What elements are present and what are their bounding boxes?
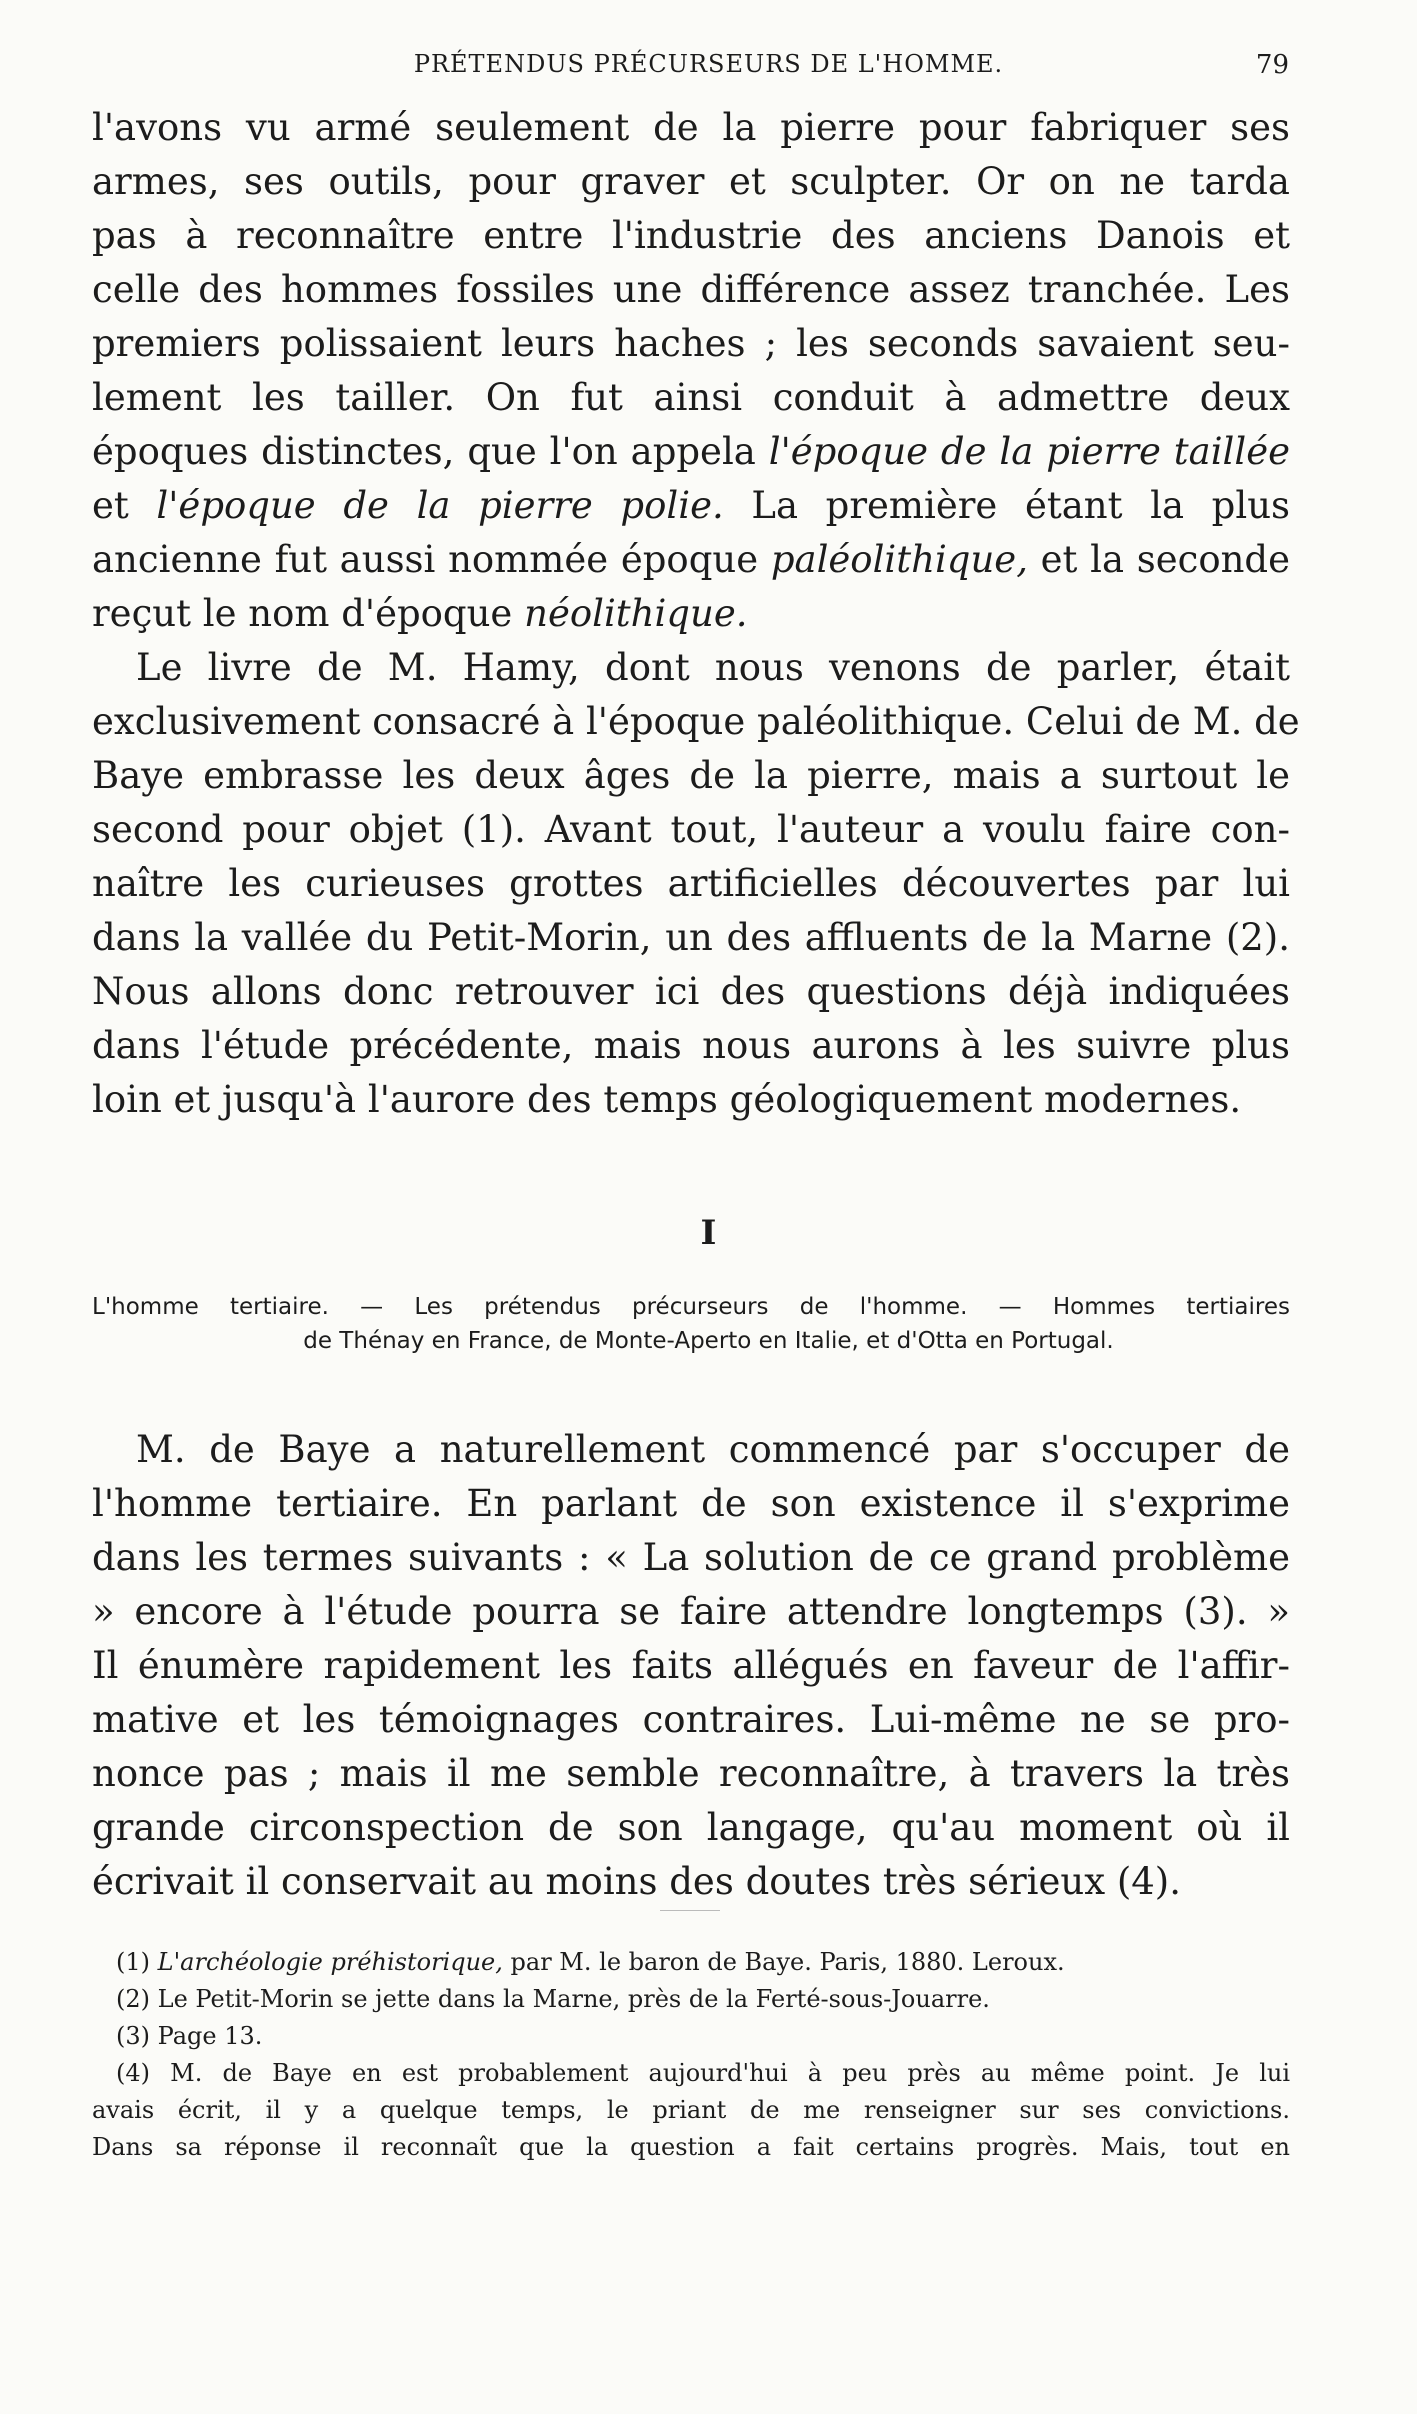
- text-line: Baye embrasse les deux âges de la pierre, mais a surtout le: [92, 754, 1290, 797]
- footnote-1: [116, 1945, 1065, 1979]
- text-line: nonce pas ; mais il me semble reconnaître, à travers la très: [92, 1752, 1290, 1795]
- section-number: I: [700, 1213, 717, 1253]
- text-line: écrivait il conservait au moins des doutes très sérieux (4).: [92, 1860, 1182, 1903]
- text-line: naître les curieuses grottes artificielles découvertes par lui: [92, 862, 1290, 905]
- text-segment: La première étant la plus: [751, 484, 1291, 527]
- footnote-4-line: Dans sa réponse il reconnaît que la question a fait certains progrès. Mais, tout en: [92, 2133, 1290, 2161]
- text-line: pas à reconnaître entre l'industrie des anciens Danois et: [92, 214, 1290, 257]
- running-title: PRÉTENDUS PRÉCURSEURS DE L'HOMME.: [413, 50, 1004, 78]
- footnote-3: (3) Page 13.: [116, 2022, 263, 2050]
- footnote-4: (4) M. de Baye en est probablement aujourd'hui à peu près au même point. Je lui: [116, 2059, 1290, 2087]
- text-segment: et la seconde: [1040, 538, 1291, 581]
- text-segment: époques distinctes, que l'on appela: [92, 430, 756, 473]
- page-number: 79: [1255, 50, 1289, 80]
- text-line: mative et les témoignages contraires. Lui-même ne se pro-: [92, 1698, 1290, 1741]
- text-line: exclusivement consacré à l'époque paléolithique. Celui de M. de: [92, 700, 1300, 743]
- footnote-marker: (1): [116, 1948, 150, 1976]
- italic-term: paléolithique,: [770, 538, 1028, 581]
- text-line: [92, 481, 1290, 531]
- text-segment: ancienne fut aussi nommée époque: [92, 538, 759, 581]
- italic-term: néolithique.: [524, 592, 748, 635]
- text-line: l'avons vu armé seulement de la pierre pour fabriquer ses: [92, 106, 1290, 149]
- text-line: loin et jusqu'à l'aurore des temps géologiquement modernes.: [92, 1078, 1242, 1121]
- text-line: Nous allons donc retrouver ici des questions déjà indiquées: [92, 970, 1290, 1013]
- text-line: grande circonspection de son langage, qu'au moment où il: [92, 1806, 1290, 1849]
- text-line: dans la vallée du Petit-Morin, un des affluents de la Marne (2).: [92, 916, 1290, 959]
- text-line: Il énumère rapidement les faits allégués en faveur de l'affir-: [92, 1644, 1290, 1687]
- section-summary-line: de Thénay en France, de Monte-Aperto en Italie, et d'Otta en Portugal.: [303, 1328, 1114, 1354]
- footnote-rule: [660, 1910, 720, 1911]
- text-segment: reçut le nom d'époque: [92, 592, 513, 635]
- text-line: dans l'étude précédente, mais nous aurons à les suivre plus: [92, 1024, 1290, 1067]
- footnote-2: (2) Le Petit-Morin se jette dans la Marne, près de la Ferté-sous-Jouarre.: [116, 1985, 990, 2013]
- text-line: armes, ses outils, pour graver et sculpter. Or on ne tarda: [92, 160, 1290, 203]
- footnote-text: par M. le baron de Baye. Paris, 1880. Leroux.: [510, 1948, 1065, 1976]
- footnote-title: L'archéologie préhistorique,: [157, 1948, 503, 1976]
- text-line: » encore à l'étude pourra se faire attendre longtemps (3). »: [92, 1590, 1290, 1633]
- text-line: l'homme tertiaire. En parlant de son existence il s'exprime: [92, 1482, 1290, 1525]
- text-line: [92, 427, 1290, 477]
- italic-term: l'époque de la pierre polie.: [156, 484, 724, 527]
- text-segment: et: [92, 484, 129, 527]
- text-line: second pour objet (1). Avant tout, l'auteur a voulu faire con-: [92, 808, 1290, 851]
- text-line: M. de Baye a naturellement commencé par s'occuper de: [136, 1428, 1290, 1471]
- text-line: Le livre de M. Hamy, dont nous venons de parler, était: [136, 646, 1290, 689]
- text-line: premiers polissaient leurs haches ; les seconds savaient seu-: [92, 322, 1290, 365]
- text-line: [92, 589, 1290, 639]
- footnote-4-line: avais écrit, il y a quelque temps, le priant de me renseigner sur ses convictions.: [92, 2096, 1290, 2124]
- italic-term: l'époque de la pierre taillée: [768, 430, 1290, 473]
- section-summary-line: L'homme tertiaire. — Les prétendus précurseurs de l'homme. — Hommes tertiaires: [92, 1294, 1290, 1320]
- text-line: dans les termes suivants : « La solution de ce grand problème: [92, 1536, 1290, 1579]
- text-line: celle des hommes fossiles une différence assez tranchée. Les: [92, 268, 1290, 311]
- running-head: [0, 50, 1417, 90]
- text-line: lement les tailler. On fut ainsi conduit à admettre deux: [92, 376, 1290, 419]
- text-line: [92, 535, 1290, 585]
